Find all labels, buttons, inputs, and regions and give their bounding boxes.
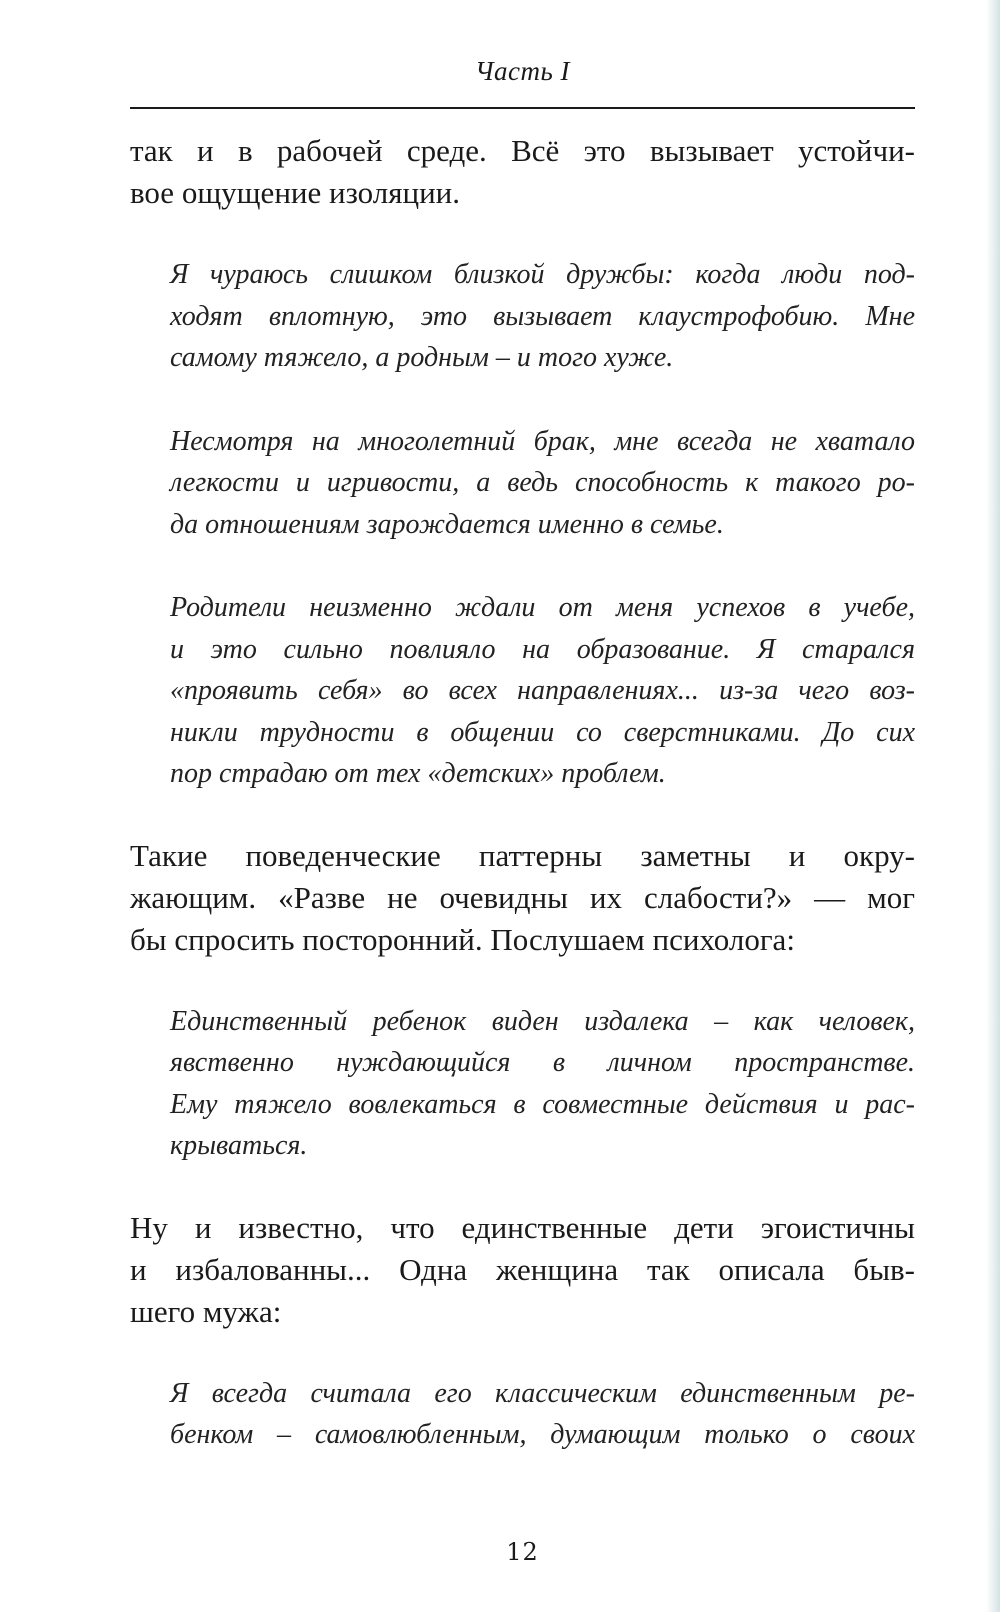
- quote-line: Единственный ребенок виден издалека – как человек,: [170, 1005, 915, 1037]
- quote-block: [130, 587, 915, 795]
- quote-line: самому тяжело, а родным – и того хуже.: [170, 342, 674, 373]
- quote-line: бенком – самовлюбленным, думающим только о своих: [170, 1419, 915, 1450]
- body-text: [130, 130, 915, 1456]
- quote-block: [130, 254, 915, 379]
- paragraph: [130, 130, 915, 214]
- quote-line: Я чураюсь слишком близкой дружбы: когда люди под-: [170, 259, 915, 290]
- quote-line: явственно нуждающийся в личном пространстве.: [170, 1047, 915, 1078]
- quote-line: ходят вплотную, это вызывает клаустрофобию. Мне: [170, 300, 915, 332]
- quote-line: «проявить себя» во всех направлениях... из-за чего воз-: [170, 675, 915, 706]
- paragraph: [130, 1207, 915, 1333]
- quote-line: Ему тяжело вовлекаться в совместные действия и рас-: [170, 1088, 915, 1120]
- quote-line: никли трудности в общении со сверстниками. До сих: [170, 716, 915, 748]
- quote-block: [130, 1373, 915, 1456]
- quote-line: крываться.: [170, 1130, 308, 1161]
- quote-line: легкости и игривости, а ведь способность к такого ро-: [170, 467, 915, 498]
- header-rule: [130, 107, 915, 109]
- quote-block: [130, 421, 915, 546]
- quote-line: Несмотря на многолетний брак, мне всегда не хватало: [170, 425, 915, 457]
- text-line: шего мужа:: [130, 1293, 282, 1329]
- quote-block: [130, 1001, 915, 1167]
- text-line: Такие поведенческие паттерны заметны и окру-: [130, 837, 915, 873]
- quote-line: Я всегда считала его классическим единственным ре-: [170, 1377, 915, 1409]
- text-line: бы спросить посторонний. Послушаем психолога:: [130, 921, 795, 957]
- text-line: Ну и известно, что единственные дети эгоистичны: [130, 1209, 915, 1245]
- page-number: 12: [506, 1538, 539, 1566]
- quote-line: Родители неизменно ждали от меня успехов в учебе,: [170, 592, 915, 623]
- text-line: так и в рабочей среде. Всё это вызывает устойчи-: [130, 133, 915, 168]
- quote-line: да отношениям зарождается именно в семье.: [170, 508, 724, 540]
- running-title: Часть I: [474, 56, 571, 86]
- text-line: жающим. «Разве не очевидны их слабости?» — мог: [130, 879, 915, 915]
- text-line: вое ощущение изоляции.: [130, 175, 460, 210]
- quote-line: и это сильно повлияло на образование. Я старался: [170, 633, 915, 665]
- paragraph: [130, 835, 915, 961]
- quote-line: пор страдаю от тех «детских» проблем.: [170, 758, 666, 789]
- text-line: и избалованны... Одна женщина так описала быв-: [130, 1251, 915, 1287]
- page-edge-shadow: [986, 0, 1000, 1612]
